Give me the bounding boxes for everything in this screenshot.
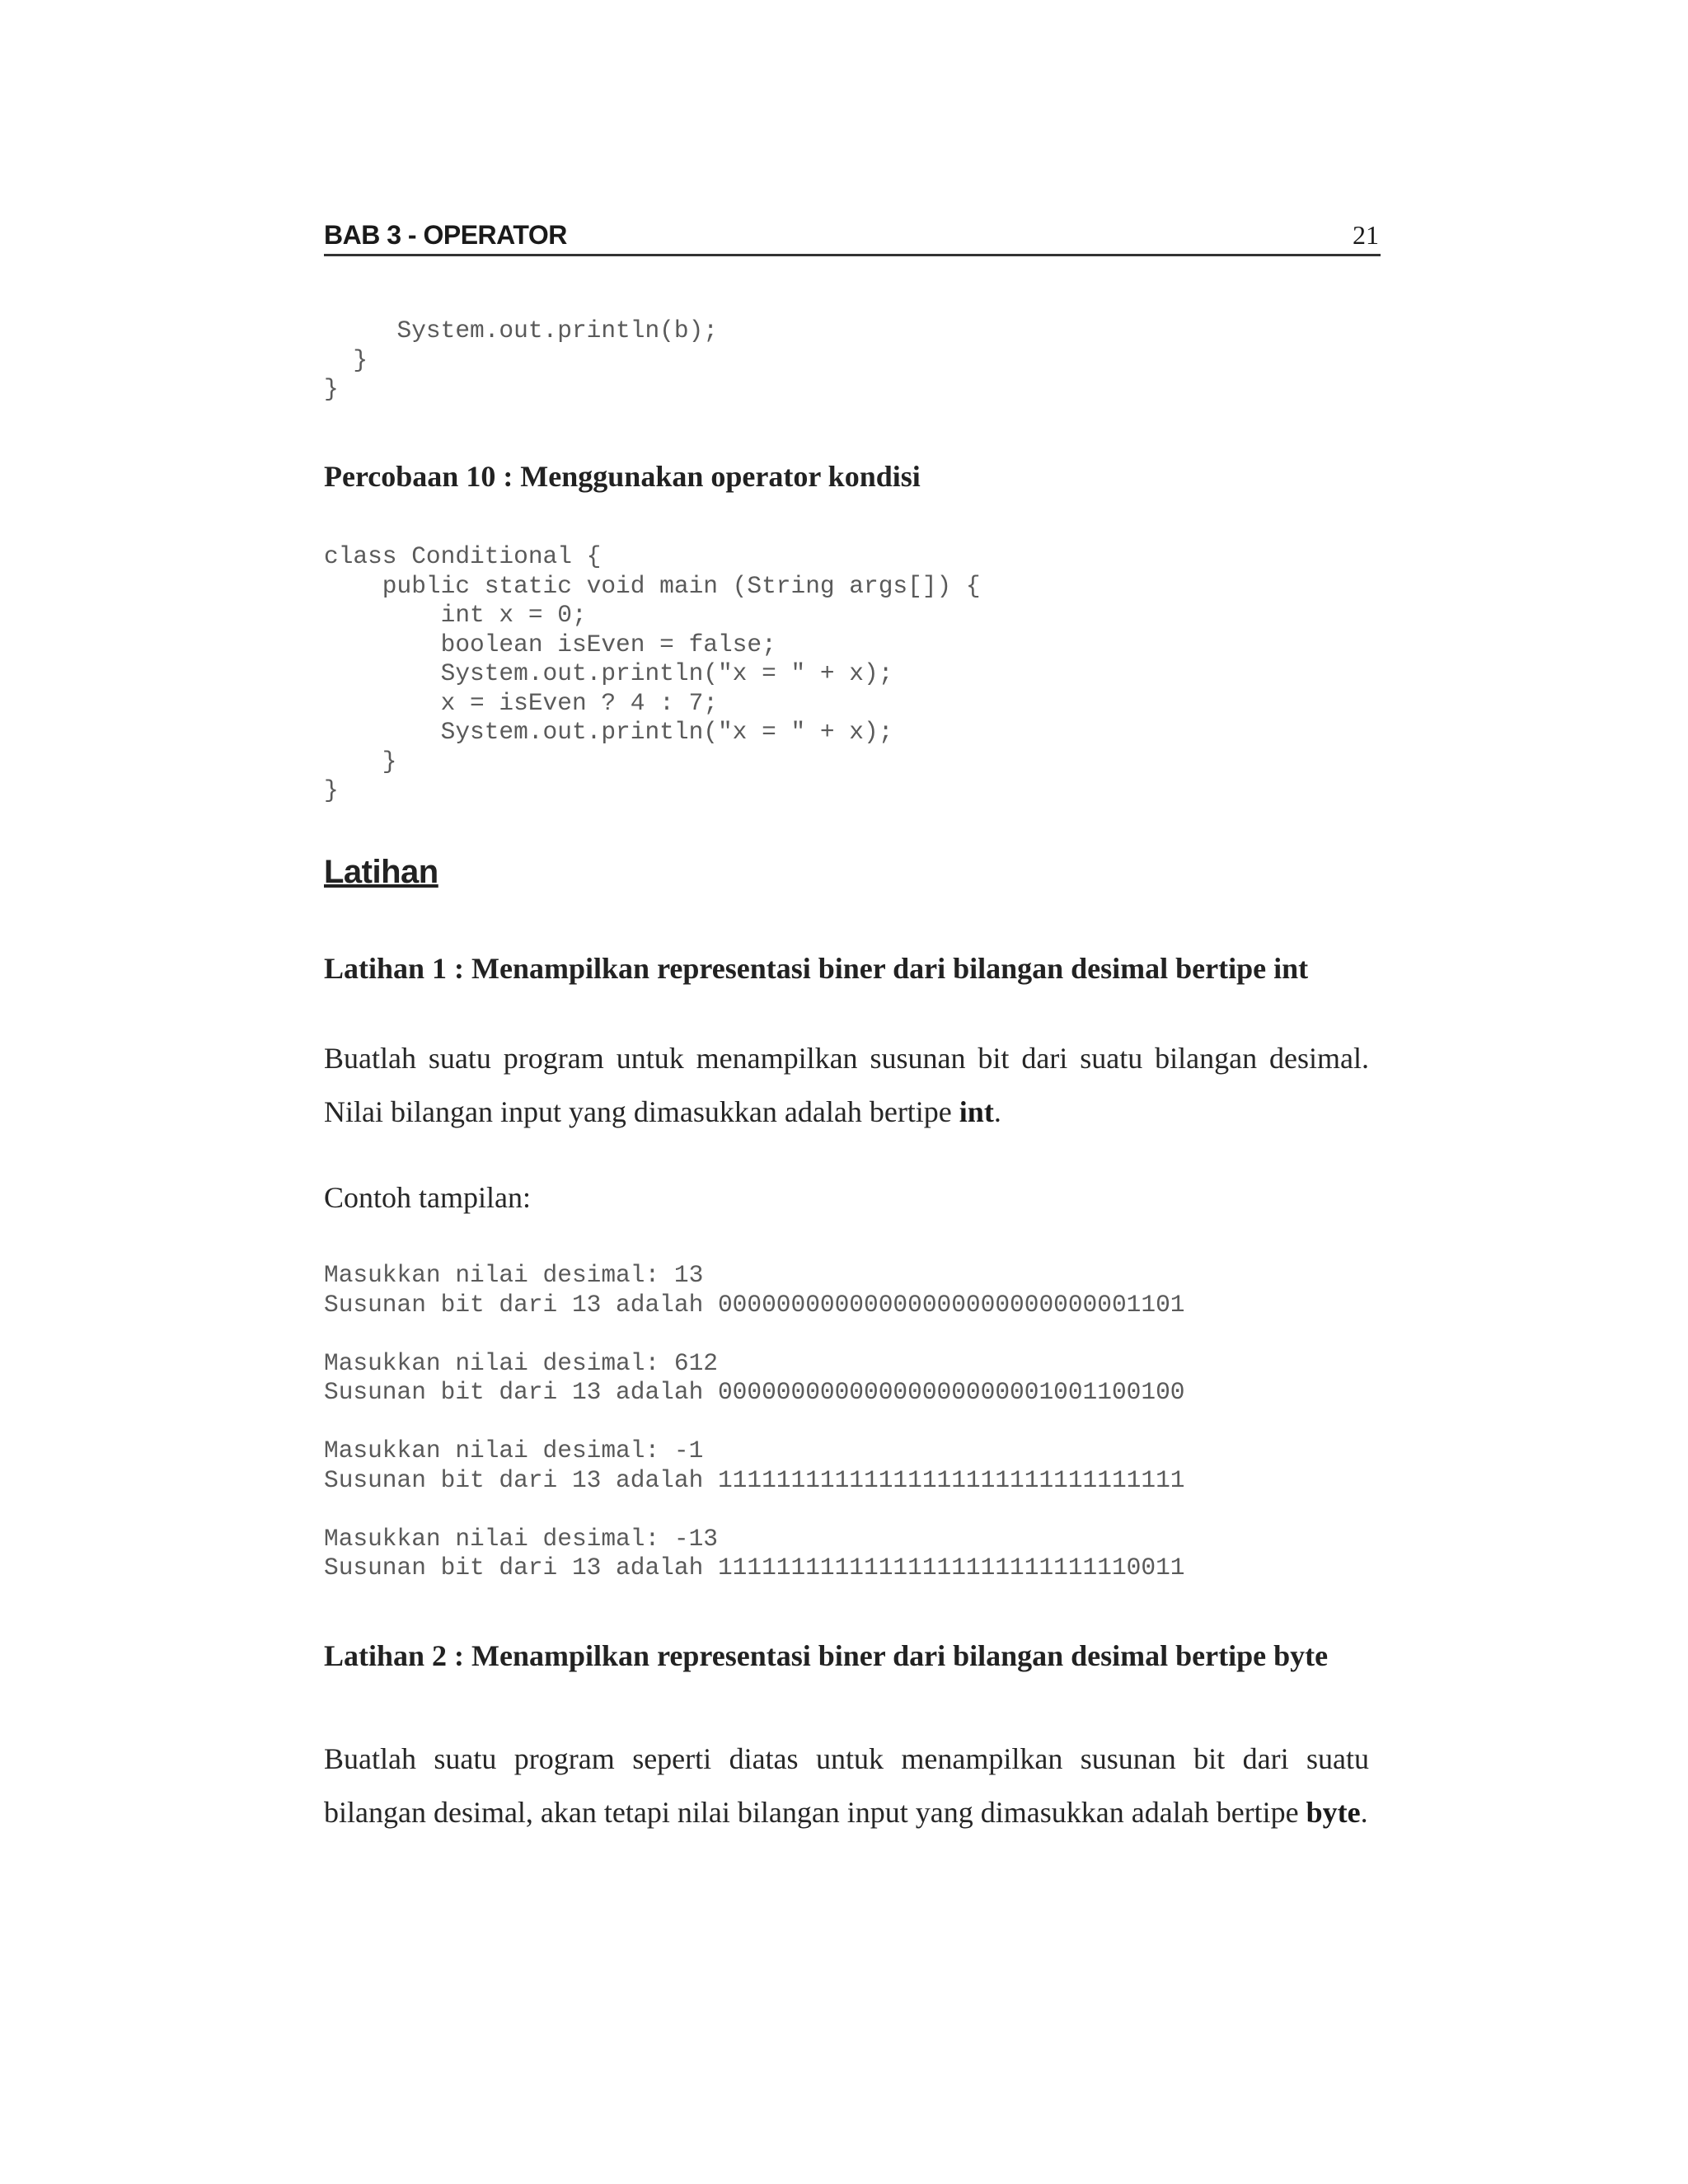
- percobaan-heading: Percobaan 10 : Menggunakan operator kondisi: [324, 460, 921, 493]
- example-output-block: Masukkan nilai desimal: 13 Susunan bit dari 13 adalah 00000000000000000000000000001101 Masukkan nilai desimal: 612 Susunan bit dari 13 adalah 00000000000000000000001001100100 Masukkan nilai desimal: -1 Susunan bit dari 13 adalah 11111111111111111111111111111111 Masukkan nilai desimal: -13 Susunan bit dari 13 adalah 11111111111111111111111111110011: [324, 1261, 1185, 1582]
- code-block-continuation: System.out.println(b); } }: [324, 316, 718, 403]
- latihan1-paragraph: [324, 1032, 1369, 1139]
- latihan2-type-keyword: byte: [1306, 1796, 1361, 1829]
- latihan1-type-keyword: int: [959, 1095, 994, 1128]
- latihan2-heading: Latihan 2 : Menampilkan representasi biner dari bilangan desimal bertipe byte: [324, 1639, 1329, 1672]
- latihan1-period: .: [993, 1095, 1001, 1128]
- code-block-conditional: class Conditional { public static void main (String args[]) { int x = 0; boolean isEven = false; System.out.println("x = " + x); x = isEven ? 4 : 7; System.out.println("x = " + x); } }: [324, 542, 981, 804]
- latihan1-text: Buatlah suatu program untuk menampilkan susunan bit dari suatu bilangan desimal. Nilai bilangan input yang dimasukkan adalah bertipe: [324, 1042, 1369, 1128]
- latihan2-paragraph: [324, 1732, 1369, 1840]
- page-header: [324, 206, 1381, 256]
- latihan2-period: .: [1360, 1796, 1368, 1829]
- latihan2-text: Buatlah suatu program seperti diatas untuk menampilkan susunan bit dari suatu bilangan desimal, akan tetapi nilai bilangan input yang dimasukkan adalah bertipe: [324, 1742, 1369, 1829]
- document-page: [324, 206, 1381, 1829]
- example-label: Contoh tampilan:: [324, 1181, 531, 1214]
- section-title: Latihan: [324, 854, 438, 890]
- page-number: 21: [1353, 220, 1379, 250]
- chapter-title: BAB 3 - OPERATOR: [324, 220, 567, 250]
- latihan1-heading: Latihan 1 : Menampilkan representasi biner dari bilangan desimal bertipe int: [324, 952, 1309, 985]
